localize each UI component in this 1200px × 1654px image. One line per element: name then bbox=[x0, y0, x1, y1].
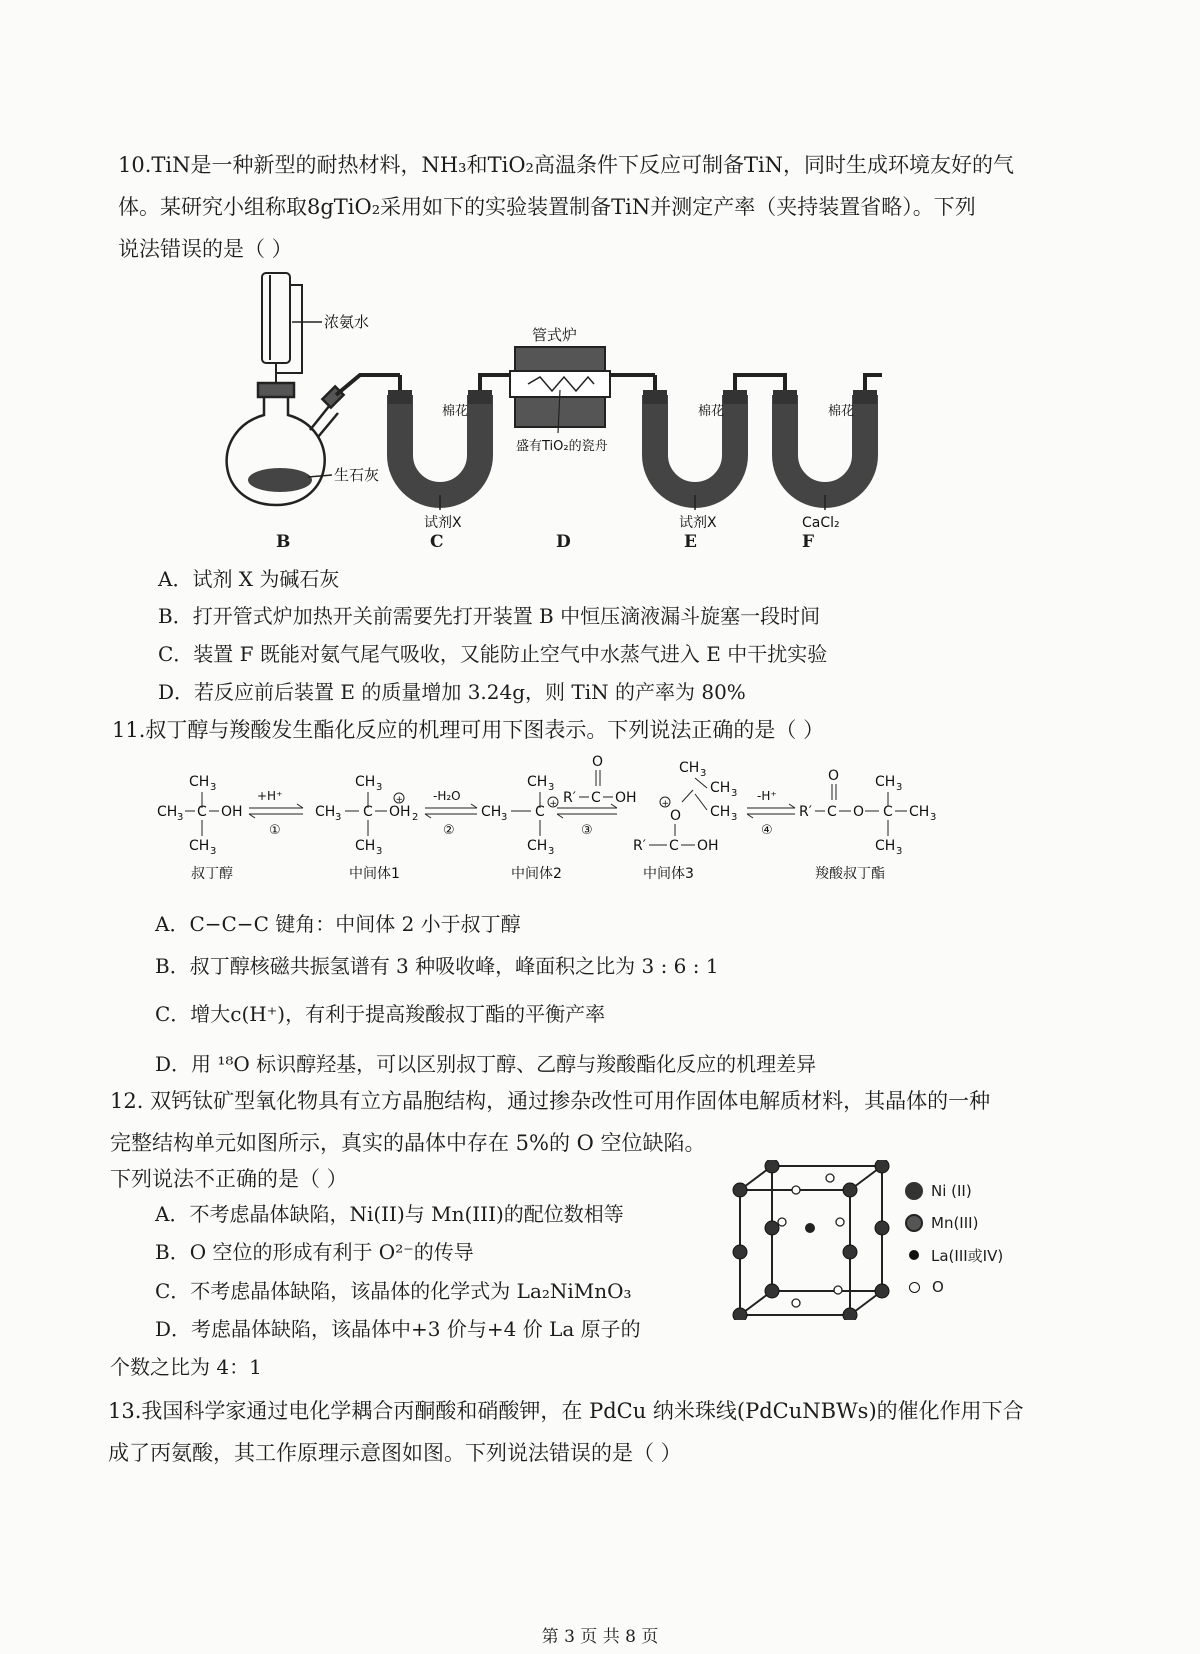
quicklime-solid bbox=[248, 468, 312, 492]
svg-text:C: C bbox=[535, 804, 545, 820]
q12-line-1: 12. 双钙钛矿型氧化物具有立方晶胞结构，通过掺杂改性可用作固体电解质材料，其晶体的一种 bbox=[110, 1089, 991, 1113]
q12-option-d: D．考虑晶体缺陷，该晶体中+3 价与+4 价 La 原子的 bbox=[155, 1317, 641, 1341]
name-tert-butanol: 叔丁醇 bbox=[191, 866, 233, 882]
svg-text:C: C bbox=[827, 804, 837, 820]
svg-text:CH: CH bbox=[875, 774, 896, 790]
ammonia-label-text: 浓氨水 bbox=[324, 313, 370, 331]
svg-text:O: O bbox=[592, 754, 604, 770]
svg-text:R′: R′ bbox=[799, 804, 812, 820]
q11-option-a: A．C−C−C 键角：中间体 2 小于叔丁醇 bbox=[155, 912, 521, 936]
svg-text:C: C bbox=[669, 838, 679, 854]
svg-text:+: + bbox=[661, 799, 670, 809]
svg-text:CH: CH bbox=[679, 760, 700, 776]
svg-text:C: C bbox=[197, 804, 207, 820]
svg-text:OH: OH bbox=[221, 804, 243, 820]
q10-line-1: 10.TiN是一种新型的耐热材料，NH₃和TiO₂高温条件下反应可制备TiN，同时生成环境友好的气 bbox=[118, 153, 1015, 177]
svg-text:3: 3 bbox=[177, 812, 184, 823]
lime-label-text: 生石灰 bbox=[334, 466, 380, 484]
apparatus-diagram bbox=[210, 265, 890, 555]
q11-option-b: B．叔丁醇核磁共振氢谱有 3 种吸收峰，峰面积之比为 3 : 6 : 1 bbox=[155, 954, 719, 978]
svg-text:OH: OH bbox=[389, 804, 411, 820]
q11-stem: 11.叔丁醇与羧酸发生酯化反应的机理可用下图表示。下列说法正确的是（ ） bbox=[112, 718, 825, 742]
la-marker-icon bbox=[909, 1250, 919, 1260]
legend-ni-label: Ni (II) bbox=[931, 1182, 972, 1200]
svg-text:CH: CH bbox=[157, 804, 178, 820]
legend-mn-label: Mn(III) bbox=[931, 1214, 979, 1232]
svg-text:3: 3 bbox=[896, 846, 903, 857]
step-2: ② bbox=[443, 823, 455, 838]
svg-text:CH: CH bbox=[315, 804, 336, 820]
step-1: ① bbox=[269, 823, 281, 838]
apparatus-label-d: D bbox=[556, 532, 571, 552]
q10-line-2: 体。某研究小组称取8gTiO₂采用如下的实验装置制备TiN并测定产率（夹持装置省略）。下列 bbox=[118, 195, 976, 219]
svg-text:3: 3 bbox=[501, 812, 508, 823]
esterification-mechanism bbox=[155, 750, 975, 890]
q13-line-2: 成了丙氨酸，其工作原理示意图如图。下列说法错误的是（ ） bbox=[108, 1441, 682, 1465]
svg-text:CH: CH bbox=[527, 774, 548, 790]
legend-o bbox=[905, 1271, 1003, 1303]
legend-la bbox=[905, 1239, 1003, 1271]
reagent-x-label-e: 试剂X bbox=[679, 515, 717, 531]
step-3: ③ bbox=[581, 823, 593, 838]
svg-text:R′: R′ bbox=[563, 790, 576, 806]
question-13-stem bbox=[108, 1390, 1024, 1474]
svg-text:CH: CH bbox=[527, 838, 548, 854]
svg-text:C: C bbox=[591, 790, 601, 806]
dropping-funnel bbox=[262, 273, 302, 383]
q12-option-a: A．不考虑晶体缺陷，Ni(II)与 Mn(III)的配位数相等 bbox=[155, 1202, 624, 1226]
crystal-legend bbox=[905, 1175, 1003, 1303]
svg-text:3: 3 bbox=[548, 846, 555, 857]
svg-text:CH: CH bbox=[355, 774, 376, 790]
u-tube-c bbox=[388, 375, 510, 531]
reagent-minus-h: -H⁺ bbox=[757, 789, 777, 803]
legend-mn bbox=[905, 1207, 1003, 1239]
svg-text:CH: CH bbox=[481, 804, 502, 820]
q10-option-c: C．装置 F 既能对氨气尾气吸收，又能防止空气中水蒸气进入 E 中干扰实验 bbox=[158, 642, 828, 666]
apparatus-label-e: E bbox=[684, 532, 697, 552]
svg-text:3: 3 bbox=[731, 812, 738, 823]
q13-line-1: 13.我国科学家通过电化学耦合丙酮酸和硝酸钾，在 PdCu 纳米珠线(PdCuNBWs)的催化作用下合 bbox=[108, 1399, 1024, 1423]
svg-text:O: O bbox=[828, 768, 840, 784]
cacl2-label: CaCl₂ bbox=[802, 515, 840, 531]
q10-line-3: 说法错误的是（ ） bbox=[118, 237, 293, 261]
ammonia-label bbox=[292, 313, 369, 331]
q12-option-b: B．O 空位的形成有利于 O²⁻的传导 bbox=[155, 1240, 474, 1264]
furnace-label: 管式炉 bbox=[532, 326, 578, 344]
name-intermediate-1: 中间体1 bbox=[349, 866, 400, 882]
legend-la-label: La(III或IV) bbox=[931, 1246, 1004, 1265]
reagent-minus-water: -H₂O bbox=[433, 789, 461, 803]
cotton-label-c: 棉花 bbox=[442, 404, 469, 419]
name-intermediate-3: 中间体3 bbox=[643, 866, 694, 882]
svg-text:3: 3 bbox=[896, 782, 903, 793]
name-intermediate-2: 中间体2 bbox=[511, 866, 562, 882]
svg-text:CH: CH bbox=[710, 780, 731, 796]
q11-option-d: D．用 ¹⁸O 标识醇羟基，可以区别叔丁醇、乙醇与羧酸酯化反应的机理差异 bbox=[155, 1052, 817, 1076]
svg-text:3: 3 bbox=[210, 782, 217, 793]
svg-text:3: 3 bbox=[700, 768, 707, 779]
svg-text:OH: OH bbox=[615, 790, 637, 806]
q10-option-b: B．打开管式炉加热开关前需要先打开装置 B 中恒压滴液漏斗旋塞一段时间 bbox=[158, 604, 821, 628]
legend-o-label: O bbox=[932, 1278, 944, 1296]
cotton-label-f: 棉花 bbox=[828, 404, 855, 419]
crystal-cell-diagram bbox=[720, 1160, 900, 1320]
svg-text:CH: CH bbox=[875, 838, 896, 854]
o-marker-icon bbox=[909, 1282, 920, 1293]
svg-text:CH: CH bbox=[909, 804, 930, 820]
boat-label: 盛有TiO₂的瓷舟 bbox=[516, 439, 608, 454]
svg-text:3: 3 bbox=[335, 812, 342, 823]
svg-text:O: O bbox=[670, 808, 682, 824]
apparatus-label-f: F bbox=[802, 532, 815, 552]
tube-furnace-d bbox=[480, 326, 655, 454]
q10-option-d: D．若反应前后装置 E 的质量增加 3.24g，则 TiN 的产率为 80% bbox=[158, 680, 746, 704]
svg-text:CH: CH bbox=[189, 838, 210, 854]
q12-option-d-continued: 个数之比为 4：1 bbox=[110, 1355, 262, 1379]
svg-text:OH: OH bbox=[697, 838, 719, 854]
apparatus-label-b: B bbox=[276, 532, 291, 552]
svg-text:C: C bbox=[883, 804, 893, 820]
svg-text:3: 3 bbox=[548, 782, 555, 793]
legend-ni bbox=[905, 1175, 1003, 1207]
svg-text:CH: CH bbox=[189, 774, 210, 790]
reagent-h-plus: +H⁺ bbox=[257, 789, 283, 803]
svg-text:+: + bbox=[395, 795, 404, 805]
page-footer: 第 3 页 共 8 页 bbox=[541, 1627, 659, 1647]
u-tube-e bbox=[643, 375, 785, 531]
svg-text:3: 3 bbox=[731, 788, 738, 799]
svg-text:O: O bbox=[853, 804, 865, 820]
cotton-label-e: 棉花 bbox=[698, 404, 725, 419]
question-10-stem bbox=[118, 144, 1014, 270]
q12-line-2: 完整结构单元如图所示，真实的晶体中存在 5%的 O 空位缺陷。 bbox=[110, 1131, 706, 1155]
svg-text:3: 3 bbox=[376, 846, 383, 857]
ni-marker-icon bbox=[905, 1182, 923, 1200]
svg-text:+: + bbox=[549, 799, 558, 809]
svg-text:C: C bbox=[363, 804, 373, 820]
mn-marker-icon bbox=[905, 1214, 923, 1232]
svg-text:3: 3 bbox=[210, 846, 217, 857]
q11-option-c: C．增大c(H⁺)，有利于提高羧酸叔丁酯的平衡产率 bbox=[155, 1002, 606, 1026]
svg-text:CH: CH bbox=[355, 838, 376, 854]
u-tube-f bbox=[773, 375, 882, 531]
svg-text:R′: R′ bbox=[633, 838, 646, 854]
q10-option-a: A．试剂 X 为碱石灰 bbox=[158, 567, 340, 591]
reagent-x-label-c: 试剂X bbox=[424, 515, 462, 531]
q12-line-3: 下列说法不正确的是（ ） bbox=[110, 1167, 348, 1191]
step-4: ④ bbox=[761, 823, 773, 838]
q12-option-c: C．不考虑晶体缺陷，该晶体的化学式为 La₂NiMnO₃ bbox=[155, 1279, 632, 1303]
svg-text:2: 2 bbox=[412, 812, 419, 823]
svg-text:3: 3 bbox=[376, 782, 383, 793]
svg-text:3: 3 bbox=[930, 812, 937, 823]
apparatus-label-c: C bbox=[430, 532, 444, 552]
name-ester: 羧酸叔丁酯 bbox=[815, 866, 885, 882]
svg-text:CH: CH bbox=[710, 804, 731, 820]
